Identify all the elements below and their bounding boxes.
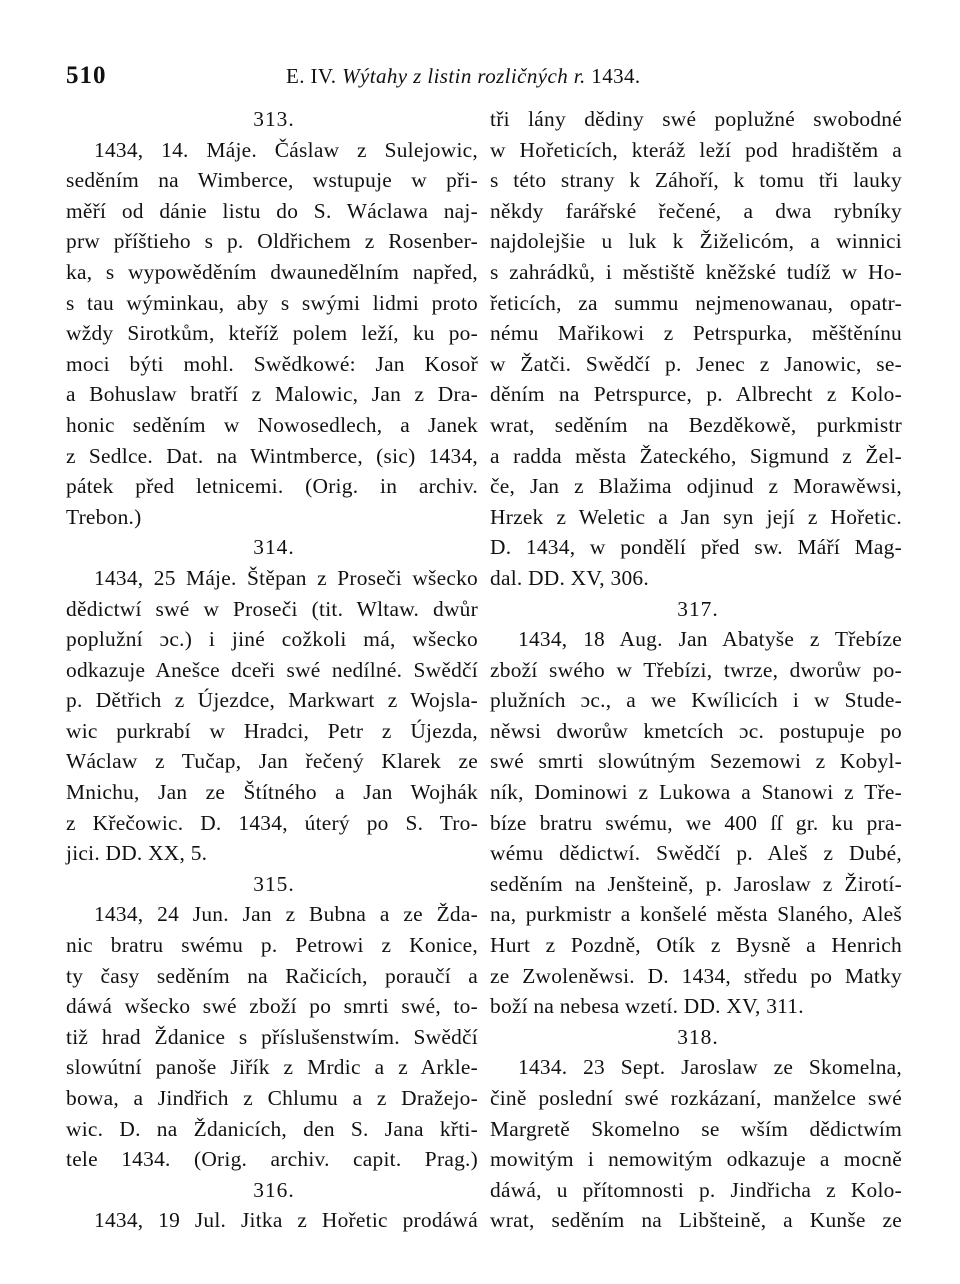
- entry-number: 318.: [677, 1024, 719, 1049]
- text-line: Mnichu, Jan ze Štítného a Jan Wojhák: [66, 780, 478, 805]
- text-line: měří od dánie listu do S. Wáclawa naj-: [66, 198, 478, 223]
- text-line: wrat, seděním na Bezděkowě, purkmistr: [490, 412, 902, 437]
- text-line: seděním na Jenšteině, p. Jaroslaw z Žirotí-: [490, 871, 902, 896]
- text-line: če, Jan z Blažima odjinud z Morawěwsi,: [490, 474, 902, 499]
- text-line: a radda města Žateckého, Sigmund z Žel-: [490, 443, 902, 468]
- text-line: dal. DD. XV, 306.: [490, 565, 649, 590]
- text-line: ty časy seděním na Račicích, poraučí a: [66, 963, 478, 988]
- text-line: najdolejšie u luk k Žiželicóm, a winnici: [490, 229, 902, 254]
- text-line: zboží swého w Třebízi, twrze, dworůw po-: [490, 657, 902, 682]
- text-line: na, purkmistr a konšelé města Slaného, Aleš: [490, 902, 902, 927]
- text-line: s této strany k Záhoří, k tomu tři lauky: [490, 168, 902, 193]
- text-line: tiž hrad Ždanice s příslušenstwím. Swědčí: [66, 1024, 478, 1049]
- text-line: dědictwí swé w Proseči (tit. Wltaw. dwůr: [66, 596, 478, 621]
- text-line: p. Dětřich z Újezdce, Markwart z Wojsla-: [66, 688, 478, 713]
- text-line: mowitým i nemowitým odkazuje a mocně: [490, 1147, 902, 1172]
- text-line: wic purkrabí w Hradci, Petr z Újezda,: [66, 718, 478, 743]
- text-line: z Křečowic. D. 1434, úterý po S. Tro-: [66, 810, 478, 835]
- text-line: z Sedlce. Dat. na Wintmberce, (sic) 1434,: [66, 443, 478, 468]
- text-line: dáwá, u přítomnosti p. Jindřicha z Kolo-: [490, 1177, 902, 1202]
- text-line: Hrzek z Weletic a Jan syn její z Hořetic.: [490, 504, 902, 529]
- text-line: boží na nebesa wzetí. DD. XV, 311.: [490, 994, 804, 1019]
- running-year: 1434.: [591, 64, 641, 88]
- text-line: a Bohuslaw bratří z Malowic, Jan z Dra-: [66, 382, 478, 407]
- running-head: [286, 64, 641, 89]
- text-line: Trebon.): [66, 504, 142, 529]
- text-line: dáwá wšecko swé zboží po smrti swé, to-: [66, 994, 478, 1019]
- text-line: wic. D. na Ždanicích, den S. Jana křti-: [66, 1116, 478, 1141]
- text-line: bíze bratru swému, we 400 ſſ gr. ku pra-: [490, 810, 902, 835]
- text-line: seděním na Wimberce, wstupuje w při-: [66, 168, 478, 193]
- text-line: wému dědictwí. Swědčí p. Aleš z Dubé,: [490, 841, 902, 866]
- text-line: Margretě Skomelno se wším dědictwím: [490, 1116, 902, 1141]
- text-line: w Žatči. Swědčí p. Jenec z Janowic, se-: [490, 351, 902, 376]
- text-line: 1434, 24 Jun. Jan z Bubna a ze Žda-: [94, 902, 478, 927]
- text-line: 1434, 14. Máje. Čáslaw z Sulejowic,: [94, 137, 478, 162]
- right-text-column: [490, 104, 902, 1236]
- text-line: 1434, 19 Jul. Jitka z Hořetic prodáwá: [94, 1208, 478, 1233]
- page-header: [66, 62, 894, 98]
- left-text-column: [66, 104, 478, 1236]
- text-line: bowa, a Jindřich z Chlumu a z Dražejo-: [66, 1086, 478, 1110]
- text-line: Wáclaw z Tučap, Jan řečený Klarek ze: [66, 749, 478, 774]
- text-line: tři lány dědiny swé poplužné swobodné: [490, 107, 902, 131]
- text-line: jici. DD. XX, 5.: [66, 841, 208, 866]
- text-line: někdy farářské řečené, a dwa rybníky: [490, 198, 902, 223]
- text-line: D. 1434, w pondělí před sw. Máří Mag-: [490, 535, 902, 560]
- text-line: ník, Dominowi z Lukowa a Stanowi z Tře-: [490, 780, 902, 805]
- entry-number: 317.: [677, 596, 719, 621]
- text-line: odkazuje Anešce dceři swé nedílné. Swědčí: [66, 657, 478, 682]
- text-line: 1434. 23 Sept. Jaroslaw ze Skomelna,: [518, 1055, 902, 1080]
- text-line: s zahrádků, i městiště kněžské tudíž w Ho-: [490, 259, 902, 284]
- text-line: plužních ɔc., a we Kwílicích i w Stude-: [490, 688, 902, 713]
- text-line: nic bratru swému p. Petrowi z Konice,: [66, 933, 478, 958]
- running-title: Wýtahy z listin rozličných r.: [342, 64, 586, 88]
- text-line: čině poslední swé rozkázaní, manželce swé: [490, 1086, 902, 1110]
- text-line: děním na Petrspurce, p. Albrecht z Kolo-: [490, 382, 902, 407]
- text-line: nému Mařikowi z Petrspurka, měštěnínu: [490, 321, 902, 346]
- text-line: tele 1434. (Orig. archiv. capit. Prag.): [66, 1147, 478, 1172]
- text-line: moci býti mohl. Swědkowé: Jan Kosoř: [66, 351, 478, 376]
- text-line: poplužní ɔc.) i jiné cožkoli má, wšecko: [66, 627, 478, 652]
- text-line: pátek před letnicemi. (Orig. in archiv.: [66, 474, 478, 499]
- text-line: wždy Sirotkům, kteříž polem leží, ku po-: [66, 321, 478, 346]
- text-line: řeticích, za summu nejmenowanau, opatr-: [490, 290, 902, 315]
- text-line: s tau wýminkau, aby s swými lidmi proto: [66, 290, 478, 315]
- text-line: ka, s wypowěděním dwaunedělním napřed,: [66, 259, 478, 284]
- text-line: ze Zwoleněwsi. D. 1434, středu po Matky: [490, 963, 902, 988]
- entry-number: 316.: [253, 1177, 295, 1202]
- text-line: Hurt z Pozdně, Otík z Bysně a Henrich: [490, 933, 902, 958]
- text-line: w Hořeticích, kteráž leží pod hradištěm a: [490, 137, 902, 162]
- text-line: něwsi dworůw kmetcích ɔc. postupuje po: [490, 718, 902, 743]
- text-line: slowútní panoše Jiřík z Mrdic a z Arkle-: [66, 1055, 478, 1080]
- text-line: 1434, 25 Máje. Štěpan z Proseči wšecko: [94, 565, 478, 590]
- section-label: E. IV.: [286, 64, 337, 88]
- entry-number: 313.: [253, 107, 295, 131]
- text-line: 1434, 18 Aug. Jan Abatyše z Třebíze: [518, 627, 902, 652]
- text-line: honic seděním w Nowosedlech, a Janek: [66, 412, 478, 437]
- page-number: 510: [66, 62, 107, 89]
- text-line: swé smrti slowútným Sezemowi z Kobyl-: [490, 749, 902, 774]
- text-line: prw příštieho s p. Oldřichem z Rosenber-: [66, 229, 478, 254]
- entry-number: 314.: [253, 535, 295, 560]
- text-line: wrat, seděním na Libšteině, a Kunše ze: [490, 1208, 902, 1233]
- entry-number: 315.: [253, 871, 295, 896]
